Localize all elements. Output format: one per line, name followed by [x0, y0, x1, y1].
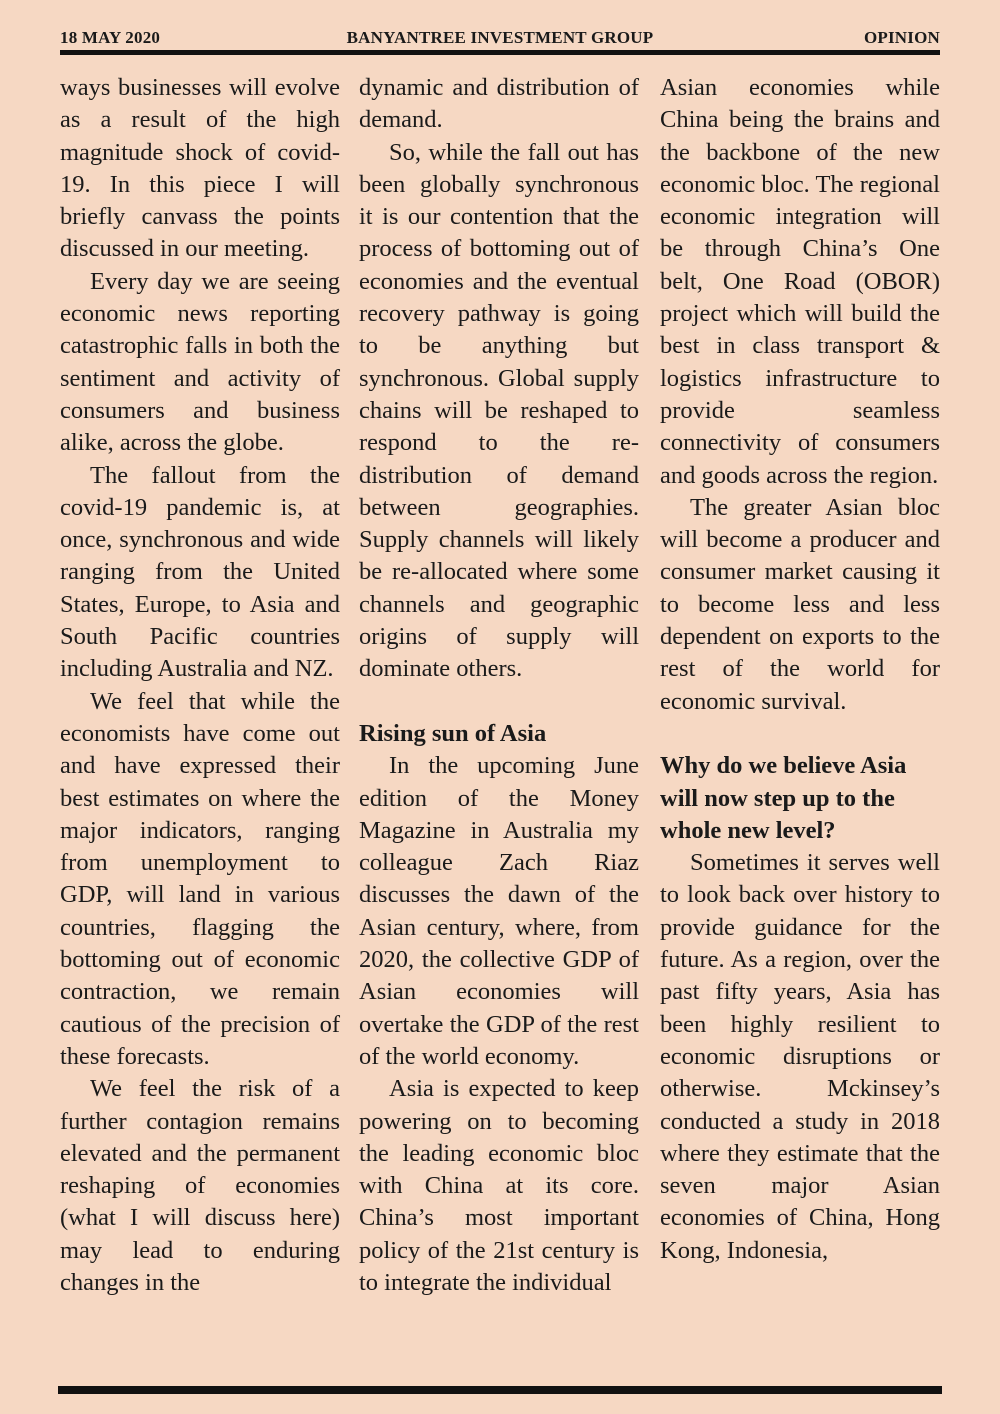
- article-column-1: [60, 72, 340, 1299]
- spacer: [359, 686, 639, 718]
- paragraph: The greater Asian bloc will become a producer and consumer market causing it to become less and less dependent on exports to the rest of the world for economic survival.: [660, 493, 940, 715]
- paragraph: Asia is expected to keep powering on to becoming the leading economic bloc with China at its core. China’s most important policy of the 21st century is to integrate the individual: [359, 1075, 639, 1296]
- paragraph: The fallout from the covid-19 pandemic is, at once, synchronous and wide ranging from the United States, Europe, to Asia and South Pacific countries including Australia and NZ.: [60, 461, 340, 683]
- paragraph: So, while the fall out has been globally synchronous it is our contention that the process of bottoming out of economies and the eventual recovery pathway is going to be anything but synchronous. Global supply chains will be reshaped to respond to the re-distribution of demand between geographies. Supply channels will likely be re-allocated where some channels and geographic origins of supply will dominate others.: [359, 138, 639, 683]
- paragraph: We feel the risk of a further contagion remains elevated and the permanent reshaping of economies (what I will discuss here) may lead to enduring changes in the: [60, 1075, 340, 1296]
- paragraph: ways businesses will evolve as a result of the high magnitude shock of covid-19. In this piece I will briefly canvass the points discussed in our meeting.: [60, 74, 340, 263]
- footer-rule: [58, 1386, 942, 1394]
- section-label: OPINION: [863, 28, 940, 47]
- paragraph: dynamic and distribution of demand.: [359, 74, 639, 134]
- paragraph: Every day we are seeing economic news reporting catastrophic falls in both the sentiment and activity of consumers and business alike, across the globe.: [60, 267, 340, 457]
- header-rule: [60, 50, 940, 55]
- issue-date: 18 MAY 2020: [60, 28, 161, 47]
- article-column-3: [660, 72, 940, 1267]
- section-heading: Why do we believe Asia will now step up to the whole new level?: [660, 752, 907, 844]
- paragraph: We feel that while the economists have come out and have expressed their best estimates on where the major indicators, ranging from unemployment to GDP, will land in various countries, flagging the bottoming out of economic contraction, we remain cautious of the precision of these forecasts.: [60, 687, 340, 1070]
- paragraph: Asian economies while China being the brains and the backbone of the new economic bloc. The regional economic integration will be through China’s One belt, One Road (OBOR) project which will build the best in class transport & logistics infrastructure to provide seamless connectivity of consumers and goods across the region.: [660, 74, 940, 489]
- section-heading: Rising sun of Asia: [359, 719, 547, 747]
- publication-name: BANYANTREE INVESTMENT GROUP: [346, 28, 654, 47]
- article-column-2: [359, 72, 639, 1299]
- page-header: [60, 28, 940, 50]
- paragraph: Sometimes it serves well to look back over history to provide guidance for the future. As a region, over the past fifty years, Asia has been highly resilient to economic disruptions or otherwise. Mckinsey’s conducted a study in 2018 where they estimate that the seven major Asian economies of China, Hong Kong, Indonesia,: [660, 849, 940, 1264]
- spacer: [660, 718, 940, 750]
- paragraph: In the upcoming June edition of the Money Magazine in Australia my colleague Zach Riaz discusses the dawn of the Asian century, where, from 2020, the collective GDP of Asian economies will overtake the GDP of the rest of the world economy.: [359, 752, 639, 1070]
